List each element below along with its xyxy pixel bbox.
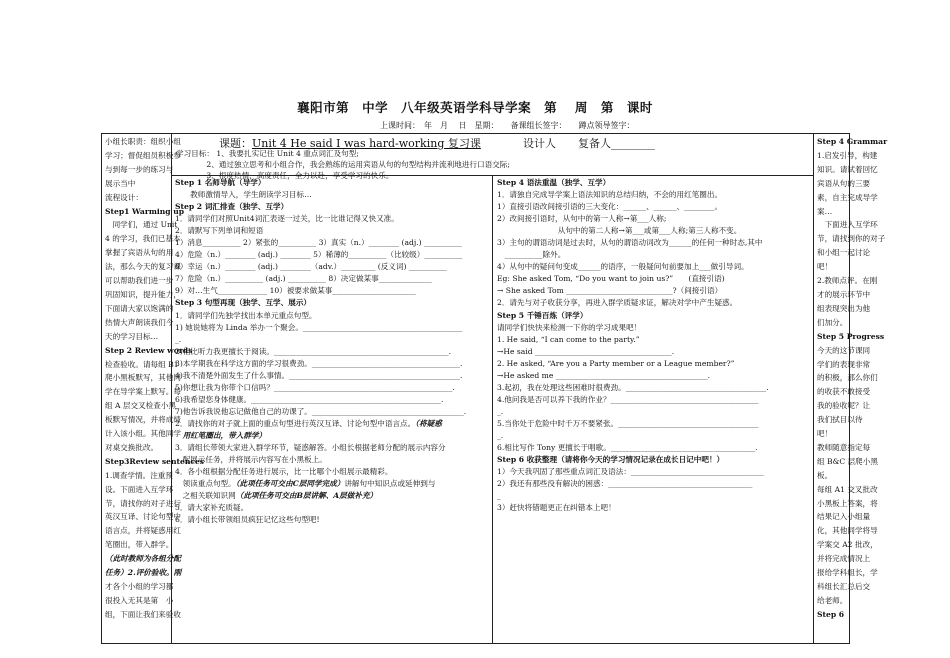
- text-line: 才各个小组的学习都: [105, 582, 174, 591]
- text-line: 板。: [817, 470, 833, 480]
- text-line: 今天的这节课同: [817, 345, 871, 355]
- text-line: → She asked Tom ____________________________?（间接引语）: [497, 286, 723, 296]
- text-line: （此时教师为各组分配: [105, 554, 181, 564]
- text-line: Step 5 Progress: [817, 331, 885, 341]
- text-line: 知识。请试着回忆: [817, 164, 878, 174]
- text-line: 1）直接引语改间接引语的三大变化：______、______、________。: [497, 202, 723, 212]
- text-line: 4 的学习，我们已基本: [105, 234, 181, 244]
- text-line: →He asked me ________________________________________.: [497, 370, 711, 380]
- text-line: Step 3 句型再现（独学、互学、展示）: [175, 298, 312, 308]
- text-line: 3）主句的谓语动词是过去时，从句的谓语动词改为______的任何一种时态,其中: [497, 238, 763, 248]
- document-subtitle: 上课时间： 年 月 日 星期： 备课组长签字： 蹲点领导签字：: [380, 121, 635, 130]
- text-line: Step 2 Review words: [105, 345, 193, 355]
- text-line: 与到每一步的练习与: [105, 164, 174, 174]
- text-line: Step 2 词汇排查（独学、互学）: [175, 202, 289, 212]
- text-line: 和小组一起讨论: [817, 248, 871, 258]
- text-line: 同学们，通过 Unit: [105, 220, 178, 230]
- text-line: 组，下面让我们来验收: [105, 609, 181, 619]
- text-line: 设。下面进入互学环: [105, 484, 174, 494]
- text-line: 吧！: [817, 262, 833, 272]
- text-line: 科组长汇总后交: [817, 582, 871, 591]
- text-line: Step1 Warming up: [105, 206, 185, 216]
- text-line: Step 4 Grammar: [817, 137, 888, 146]
- text-line: 节，请找你的对子进行: [105, 498, 181, 508]
- text-line: 英汉互译、讨论句型中: [105, 512, 181, 522]
- text-line: 案…: [817, 206, 833, 216]
- text-line: →He said ____________________________________.: [497, 346, 675, 356]
- text-line: 并将完成情况上: [817, 554, 871, 564]
- text-line: 计入该小组。其他同学: [105, 429, 181, 439]
- text-line: 语言点，并将疑惑用红: [105, 526, 181, 536]
- text-line: 2. He asked, “Are you a Party member or a League member?”: [497, 358, 735, 368]
- text-line: 2）我还有那些没有解决的困惑：______________________________________: [497, 479, 753, 489]
- steps-1-3-pane: [171, 175, 493, 643]
- text-line: 1) 她说她将为 Linda 举办一个聚会。__________________________________________: [175, 322, 463, 332]
- text-line: [175, 418, 489, 430]
- text-line: 吧！: [817, 429, 833, 439]
- text-line: 4)我不清楚外面发生了什么事情。_____________________________________________.: [175, 370, 463, 380]
- text-line: 报给学科组长，学: [817, 568, 878, 578]
- text-line: 学习；督促组员积极参: [105, 150, 181, 160]
- text-line: 1.启发引导，构建: [817, 150, 878, 160]
- text-line: 7）危险（n.）__________ (adj.) __________ 8）决定做某事______________: [175, 274, 432, 284]
- text-line: 配展示任务，并将展示内容写在小黑板上。: [175, 455, 327, 465]
- text-line: 2）改间接引语时，从句中的第一人称→第___人称;: [497, 214, 667, 224]
- text-line: 笔圈出，带入群学。: [105, 540, 174, 550]
- text-line: 组 A 层交叉检查小黑: [105, 401, 177, 411]
- text-line: 用红笔圈出，带入群学）: [175, 430, 267, 440]
- text-line: 2.教师点评。在刚: [817, 276, 878, 286]
- text-line: 7)他告诉我说他忘记做他自己的功课了。________________________________________.: [175, 406, 467, 416]
- text-line: 从句中的第二人称→第___或第___人称;第三人称不变。: [497, 226, 742, 236]
- text-line: 4．各小组根据分配任务进行展示，比一比哪个小组展示最精彩。: [175, 467, 393, 477]
- text-line: 6.相比写作 Tony 更擅长于唱歌。______________________________________.: [497, 443, 758, 453]
- text-line: 4）从句中的疑问句变成______的语序，一般疑问句前要加上___做引导词。: [497, 262, 749, 272]
- lesson-table: [101, 133, 888, 644]
- text-line: 1. He said, “I can come to the party.”: [497, 334, 640, 344]
- text-line: 任务）2.评价验收。刚: [105, 568, 182, 578]
- text-line: 1．请同学们对照Unit4词汇表逐一过关，比一比谁记得又快又准。: [175, 214, 399, 224]
- text-line: 化，其他同学将导: [817, 526, 878, 536]
- text-line: 2．请默写下列单词和短语: [175, 226, 264, 236]
- text-line: [175, 478, 489, 490]
- text-line: 的积极，那么你们: [817, 373, 878, 383]
- text-line: 巩固知识，提升能力，: [105, 289, 181, 299]
- text-line: _.: [497, 406, 504, 416]
- text-line: 5．请大家补充质疑。: [175, 503, 249, 513]
- text-line: [175, 490, 489, 502]
- text-line: 天的学习目标…: [105, 331, 159, 341]
- text-line: 组 B&C 层爬小黑: [817, 456, 878, 466]
- text-segment: 领读重点句型。（此项任务可交由C层同学完成）讲解句中知识点或延伸到与: [175, 479, 436, 489]
- text-line: _.: [497, 430, 504, 440]
- text-line: Eg: She asked Tom, “Do you want to join us?” (直接引语): [497, 274, 725, 284]
- text-line: 2．请先与对子收获分享，再进入群学质疑求证，解决对学中产生疑惑。: [497, 298, 738, 308]
- text-line: 2)相比听力我更擅长于阅读。______________________________________________.: [175, 346, 451, 356]
- text-line: 宾语从句的三要: [817, 178, 871, 188]
- text-line: 热情大声朗读我们今: [105, 317, 174, 327]
- teacher-notes-right: [814, 134, 888, 622]
- text-line: 对桌交换批改。: [105, 442, 159, 452]
- text-line: 流程设计：: [105, 192, 143, 202]
- text-line: 1）今天我巩固了那些重点词汇及语法：___________________________________: [497, 467, 764, 477]
- text-line: _.: [175, 334, 182, 344]
- student-worksheet-column: [171, 134, 813, 643]
- text-line: 1．请同学们先独学找出本单元重点句型。: [175, 310, 317, 320]
- text-line: 下面请大家以饱满的: [105, 303, 174, 313]
- document-title: 襄阳市第 中学 八年级英语学科导学案 第 周 第 课时: [297, 100, 653, 115]
- text-line: 教师随意指定每: [817, 442, 871, 452]
- text-line: Step 6: [817, 609, 845, 619]
- teacher-notes-column: [102, 134, 205, 643]
- text-line: 爬小黑板默写，其他同: [105, 373, 181, 383]
- text-line: 学们的表现非常: [817, 359, 871, 369]
- teacher-notes: [102, 134, 205, 622]
- text-line: 教师激情导入，学生朗读学习目标…: [175, 190, 312, 200]
- text-line: _: [497, 491, 501, 501]
- text-line: 9）对…生气_____________ 10）被要求做某事______________________: [175, 286, 416, 296]
- text-line: 1.调查学情。注重预: [105, 470, 173, 480]
- text-line: 给老师。: [817, 595, 848, 605]
- text-line: 4.他问我是否可以养下我的作业？_______________________________________: [497, 394, 759, 404]
- topic-label: 课题：: [219, 137, 252, 150]
- text-segment: 之相关联知识网（此项任务可交由B层讲解、A层做补充）: [175, 491, 378, 501]
- text-line: 3)本学期我在科学这方面的学习很费劲。_______________________________________.: [175, 358, 463, 368]
- text-line: 掌握了宾语从句的用: [105, 248, 174, 258]
- text-line: 节，请找到你的对子: [817, 234, 886, 244]
- goal-line: 学习目标： 1、我要扎实记住 Unit 4 重点词汇及句型;: [176, 149, 359, 158]
- text-line: 我的验收呢？让: [817, 401, 871, 411]
- text-line: 我们拭目以待: [817, 415, 863, 425]
- text-line: Step 6 收获整理（请将你今天的学习情况记录在成长日记中吧！）: [497, 455, 725, 465]
- text-line: 才的展示环节中: [817, 289, 871, 299]
- text-line: 5.当你处于危险中时千万不要紧张。_____________________________________: [497, 418, 759, 428]
- text-line: Step 4 语法重温（独学、互学）: [497, 178, 611, 187]
- text-line: 1．请独自完成导学案上语法知识的总结归纳，不会的用红笔圈出。: [497, 190, 723, 200]
- text-segment: 2．请找你的对子就上面的重点句型进行英汉互译、讨论句型中语言点。（将疑惑: [175, 418, 442, 428]
- text-line: 3．请组长带领大家进入群学环节，疑惑解答。小组长根据老师分配的展示内容分: [175, 443, 446, 453]
- text-line: 很投入无其是第 小: [105, 595, 174, 605]
- text-line: 请同学们快快来检测一下你的学习成果吧！: [497, 322, 642, 332]
- text-line: 小黑板上答案，将: [817, 498, 878, 508]
- text-line: 学在导学案上默写。每: [105, 387, 181, 397]
- text-line: 法，那么今天的复习课: [105, 262, 181, 272]
- text-line: 下面进入互学环: [817, 220, 878, 230]
- text-line: 板默写情况，并将成绩: [105, 415, 181, 425]
- text-line: 们加分。: [817, 317, 848, 327]
- text-line: 5)你想让我为你带个口信吗？_______________________________________________.: [175, 382, 455, 392]
- teacher-notes-right-column: [813, 134, 888, 643]
- topic-text: Unit 4 He said I was hard-working 复习课: [252, 137, 481, 150]
- text-line: 6．请小组长带领组员疯狂记忆这些句型吧!: [175, 515, 320, 525]
- text-line: 小组长职责：组织小组: [105, 137, 181, 146]
- text-line: 1）消息__________ 2）紧张的__________ 3）真实（n.）________ (adj.) __________: [175, 238, 462, 248]
- text-line: Step 1 名师导航（导学）: [175, 178, 266, 187]
- lesson-header: [171, 134, 813, 180]
- goal-line: 2、通过独立思考和小组合作，我会熟练的运用宾语从句的句型结构并流利地进行口语交际;: [176, 160, 510, 169]
- text-line: 展示当中: [105, 178, 136, 188]
- text-line: 3）赶快将错题更正在纠错本上吧！: [497, 503, 616, 513]
- text-line: 组表现突出为他: [817, 303, 871, 313]
- text-line: Step 5 千锤百炼（评学）: [497, 310, 588, 320]
- steps-4-6-pane: [493, 175, 813, 643]
- goal-line: 3、根度热情，高度责任，全力以赴，享受学习的快乐。: [176, 171, 394, 180]
- text-line: 可以帮助我们进一步: [105, 276, 174, 286]
- text-line: 结果记入小组量: [817, 512, 871, 522]
- text-line: 6）幸运（n.）________ (adj.) ________（adv.）_________ (反义词) __________: [175, 262, 447, 272]
- text-line: 的收获不敢接受: [817, 387, 871, 397]
- text-line: 检查验收。请每组 B1: [105, 359, 179, 369]
- text-line: 学案交 A2 批改，: [817, 540, 878, 550]
- text-line: 4）危险（n.）________ (adj.) ________ 5）稀薄的__________（比较级）__________: [175, 250, 463, 260]
- text-line: 素，自主完成导学: [817, 192, 878, 202]
- text-line: 6)我希望您身体健康。__________________________________________________.: [175, 394, 444, 404]
- text-line: 3.起初，我在处理这些困难时很费劲。_____________________________________.: [497, 382, 769, 392]
- text-line: 每组 A1 交叉批改: [817, 484, 878, 494]
- text-line: __________除外。: [497, 250, 566, 260]
- text-line: Step3Review sentences: [105, 456, 205, 466]
- designer-reviewer: 设计人 复备人________: [523, 137, 655, 150]
